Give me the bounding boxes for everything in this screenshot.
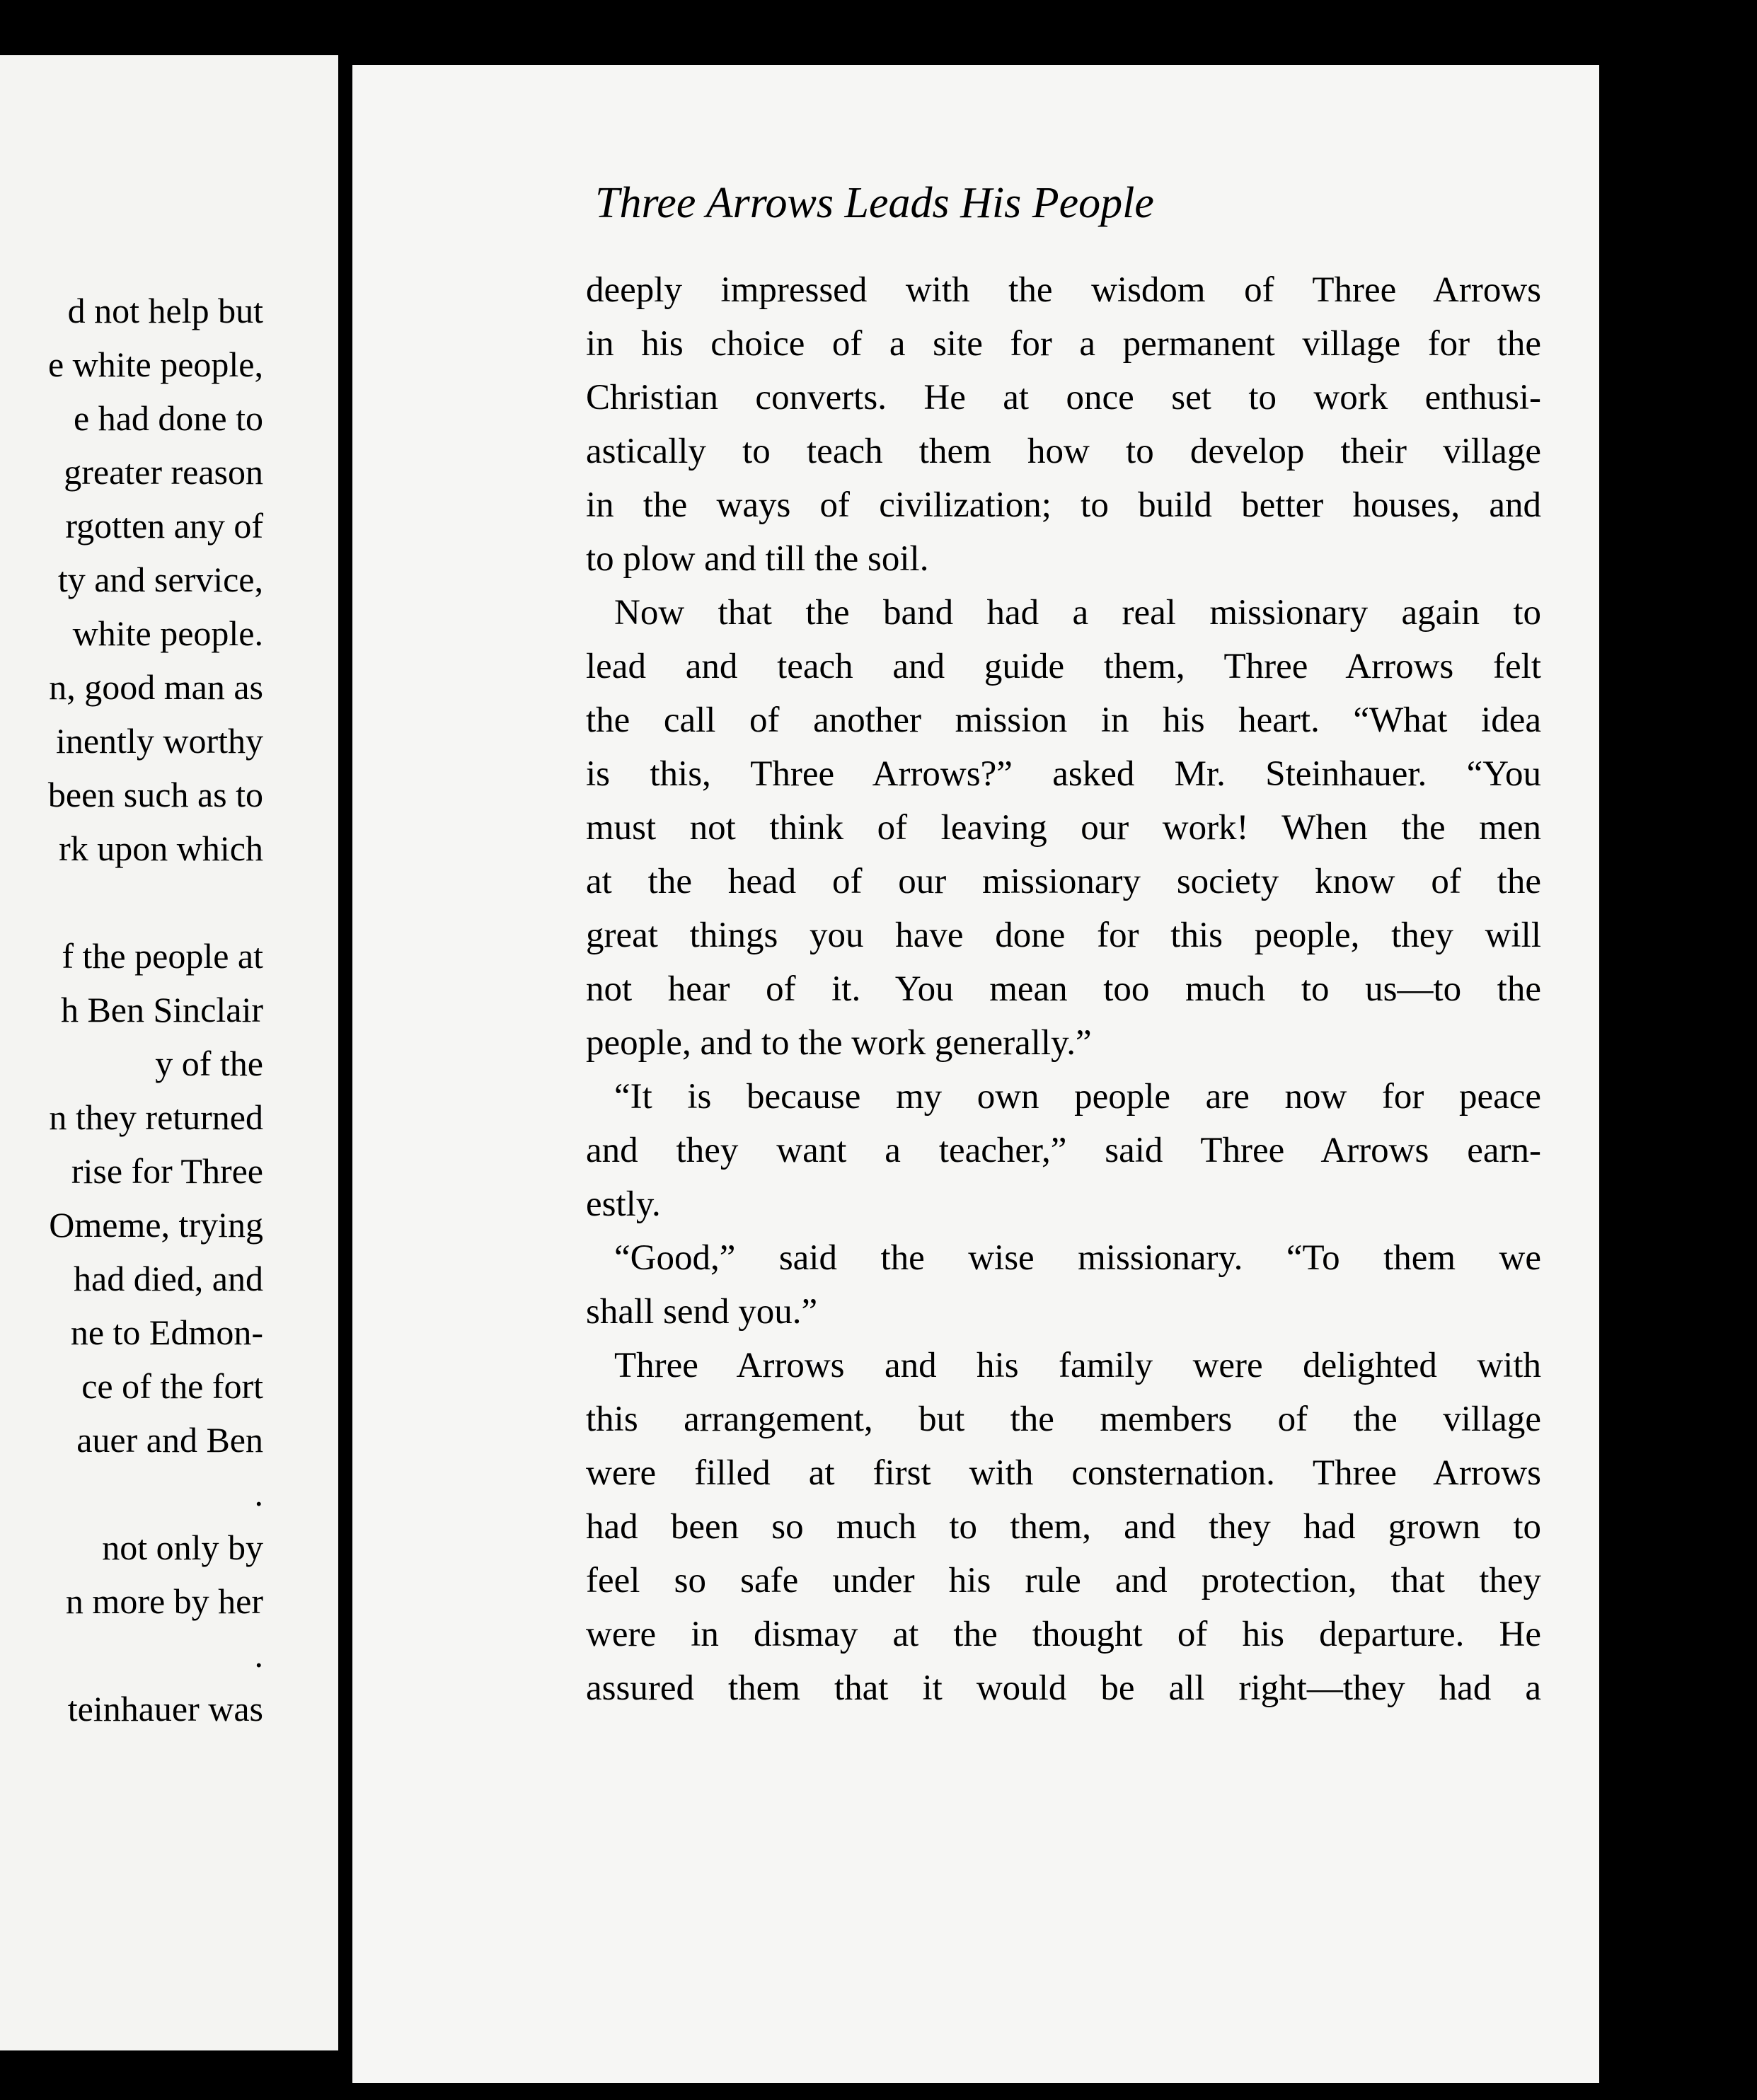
- page-number: 177: [1693, 179, 1757, 226]
- left-text-line: d not help but: [67, 291, 263, 330]
- text-line: must not think of leaving our work! When the men: [586, 808, 1541, 848]
- left-text-line: white people.: [72, 613, 263, 653]
- text-line: feel so safe under his rule and protection, that they: [586, 1561, 1541, 1600]
- text-line: great things you have done for this people, they will: [586, 916, 1541, 955]
- left-text-line: n, good man as: [49, 667, 263, 707]
- text-line: is this, Three Arrows?” asked Mr. Steinhauer. “You: [586, 754, 1541, 794]
- text-line: shall send you.”: [586, 1292, 818, 1332]
- text-line: not hear of it. You mean too much to us—to the: [586, 969, 1541, 1009]
- text-line: at the head of our missionary society know of the: [586, 862, 1541, 901]
- left-text-line: rk upon which: [59, 829, 263, 868]
- text-line: astically to teach them how to develop their village: [586, 432, 1541, 471]
- text-line: “It is because my own people are now for peace: [614, 1077, 1541, 1117]
- text-line: this arrangement, but the members of the village: [586, 1400, 1541, 1439]
- text-line: Now that the band had a real missionary again to: [614, 593, 1541, 633]
- left-text-line: e had done to: [74, 398, 263, 438]
- running-head: [595, 178, 1757, 235]
- left-text-line: been such as to: [47, 775, 263, 814]
- text-line: to plow and till the soil.: [586, 539, 929, 579]
- left-text-line: teinhauer was: [67, 1689, 263, 1729]
- text-line: were filled at first with consternation. Three Arrows: [586, 1453, 1541, 1493]
- left-page: [0, 55, 338, 2050]
- text-line: in the ways of civilization; to build better houses, and: [586, 485, 1541, 525]
- left-text-line: auer and Ben: [76, 1420, 263, 1460]
- left-text-line: greater reason: [64, 452, 263, 492]
- text-line: “Good,” said the wise missionary. “To them we: [614, 1238, 1541, 1278]
- left-text-line: inently worthy: [55, 721, 263, 761]
- text-line: were in dismay at the thought of his departure. He: [586, 1615, 1541, 1654]
- text-line: had been so much to them, and they had grown to: [586, 1507, 1541, 1547]
- left-text-line: f the people at: [62, 936, 263, 976]
- left-text-line: .: [254, 1635, 263, 1675]
- right-page: [352, 65, 1757, 2083]
- left-text-line: .: [254, 1474, 263, 1513]
- left-text-line: n more by her: [65, 1581, 263, 1621]
- text-line: in his choice of a site for a permanent village for the: [586, 324, 1541, 364]
- text-line: and they want a teacher,” said Three Arrows earn-: [586, 1131, 1541, 1170]
- left-text-line: not only by: [102, 1528, 263, 1567]
- text-line: the call of another mission in his heart. “What idea: [586, 700, 1541, 740]
- left-text-line: y of the: [155, 1044, 263, 1083]
- text-line: assured them that it would be all right—they had a: [586, 1668, 1541, 1708]
- text-line: lead and teach and guide them, Three Arrows felt: [586, 647, 1541, 686]
- running-title: Three Arrows Leads His People: [595, 179, 1154, 227]
- left-text-line: rise for Three: [71, 1151, 263, 1191]
- left-text-line: rgotten any of: [65, 506, 263, 546]
- left-text-line: n they returned: [49, 1097, 263, 1137]
- text-line: Christian converts. He at once set to work enthusi-: [586, 378, 1541, 417]
- text-line: deeply impressed with the wisdom of Three Arrows: [586, 270, 1541, 310]
- left-text-line: ce of the fort: [81, 1366, 263, 1406]
- text-line: Three Arrows and his family were delighted with: [614, 1346, 1541, 1385]
- left-text-line: Omeme, trying: [49, 1205, 263, 1245]
- left-text-line: e white people,: [47, 345, 263, 384]
- left-text-line: ne to Edmon-: [70, 1312, 263, 1352]
- left-text-line: had died, and: [74, 1259, 263, 1298]
- text-line: estly.: [586, 1184, 661, 1224]
- body-text: [586, 263, 1541, 1715]
- left-text-line: h Ben Sinclair: [60, 990, 263, 1029]
- text-line: people, and to the work generally.”: [586, 1023, 1092, 1063]
- left-text-line: ty and service,: [57, 560, 263, 599]
